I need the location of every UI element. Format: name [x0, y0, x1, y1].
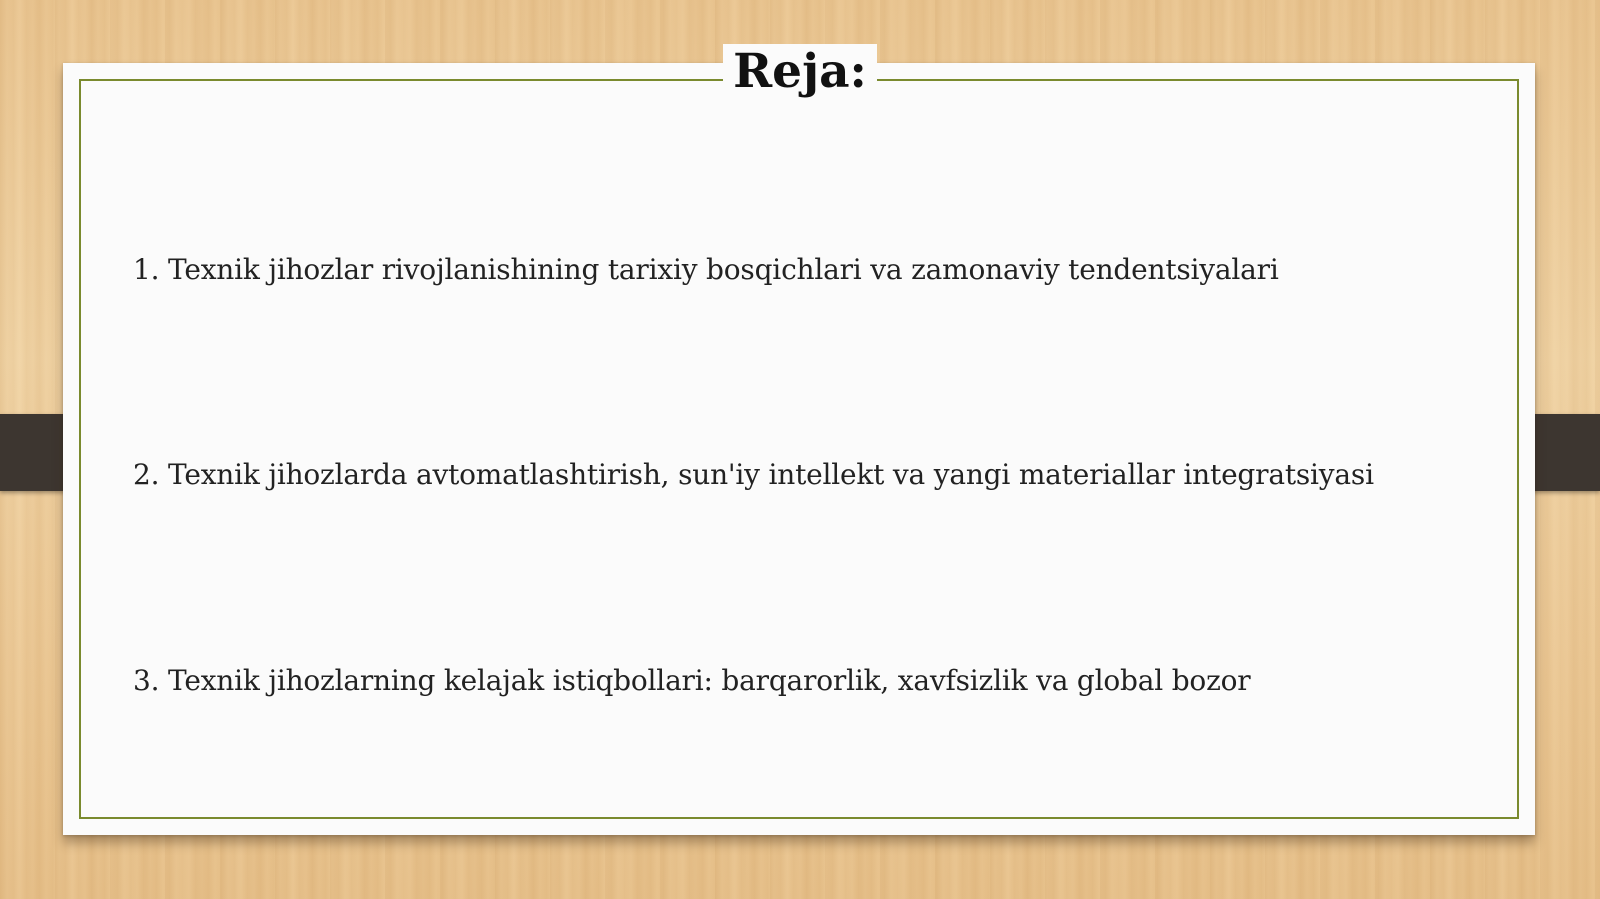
plan-item-3: 3. Texnik jihozlarning kelajak istiqbollari: barqarorlik, xavfsizlik va global bozor: [133, 664, 1251, 697]
slide-frame-border: [79, 79, 1519, 819]
slide-title-text: Reja:: [723, 44, 877, 99]
slide-paper: [63, 63, 1535, 835]
plan-item-2: 2. Texnik jihozlarda avtomatlashtirish, sun'iy intellekt va yangi materiallar integratsiyasi: [133, 458, 1374, 491]
plan-item-1: 1. Texnik jihozlar rivojlanishining tarixiy bosqichlari va zamonaviy tendentsiyalari: [133, 253, 1279, 286]
slide-title: [0, 42, 1600, 102]
